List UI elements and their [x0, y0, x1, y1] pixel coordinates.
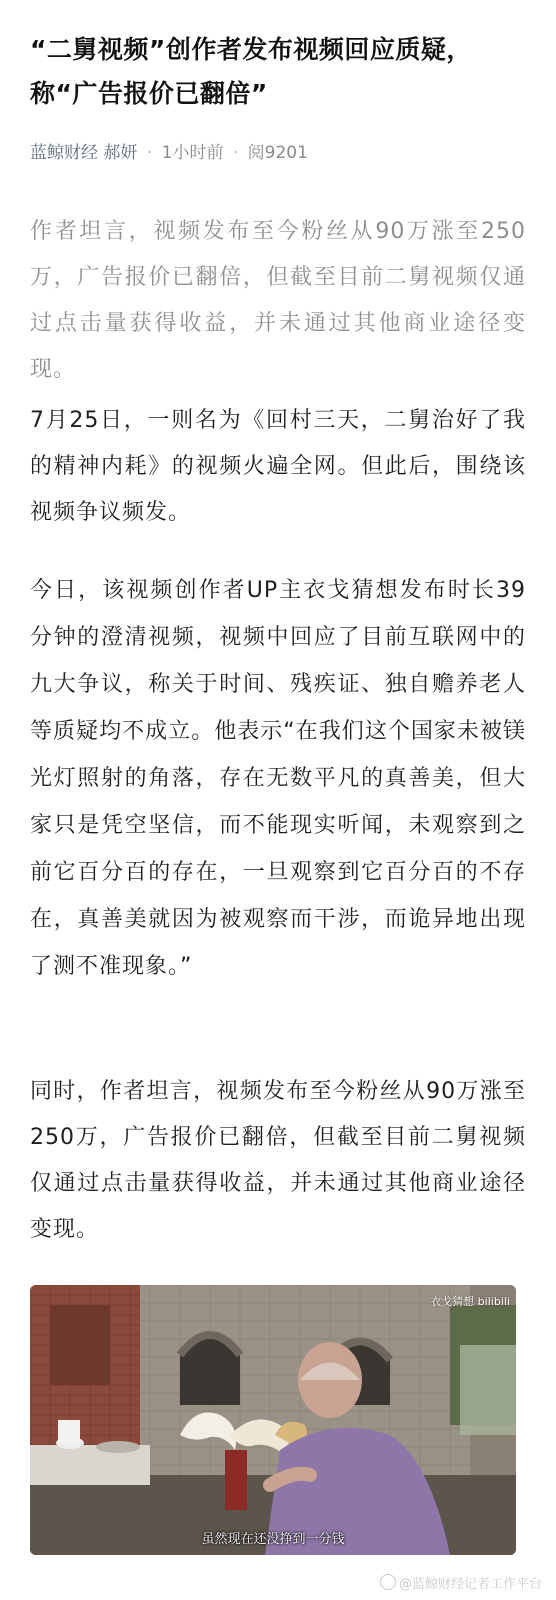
article-time: 1小时前: [161, 143, 224, 163]
article-paragraph: 同时，作者坦言，视频发布至今粉丝从90万涨至250万，广告报价已翻倍，但截至目前二舅视频仅通过点击量获得收益，并未通过其他商业途径变现。: [30, 1079, 526, 1242]
video-platform-watermark: 衣戈猜想 bilibili: [430, 1295, 510, 1308]
meta-separator: ·: [146, 143, 153, 163]
weibo-watermark-text: @蓝鲸财经记者工作平台: [398, 1577, 542, 1592]
video-subtitle: 虽然现在还没挣到一分钱: [201, 1532, 345, 1547]
meta-separator: ·: [232, 143, 239, 163]
article-read-count: 阅9201: [247, 143, 308, 163]
article-title: “二舅视频”创作者发布视频回应质疑，称“广告报价已翻倍”: [30, 35, 472, 108]
weibo-icon: [380, 1574, 396, 1590]
article-paragraph: 7月25日，一则名为《回村三天，二舅治好了我的精神内耗》的视频火遍全网。但此后，围绕该视频争议频发。: [30, 408, 526, 525]
article-paragraph: 今日，该视频创作者UP主衣戈猜想发布时长39分钟的澄清视频，视频中回应了目前互联网中的九大争议，称关于时间、残疾证、独自赡养老人等质疑均不成立。他表示“在我们这个国家未被镁光灯照射的角落，存在无数平凡的真善美，但大家只是凭空坚信，而不能现实听闻，未观察到之前它百分百的存在，一旦观察到它百分百的不存在，真善美就因为被观察而干涉，而诡异地出现了测不准现象。”: [30, 578, 526, 979]
video-thumbnail[interactable]: [30, 1285, 516, 1555]
article-source[interactable]: 蓝鲸财经 郝妍: [30, 143, 138, 163]
weibo-watermark: [380, 1573, 542, 1592]
article-summary: 作者坦言，视频发布至今粉丝从90万涨至250万，广告报价已翻倍，但截至目前二舅视频仅通过点击量获得收益，并未通过其他商业途径变现。: [30, 219, 526, 382]
article-meta: [30, 140, 308, 166]
video-scene-illustration: [30, 1285, 516, 1555]
